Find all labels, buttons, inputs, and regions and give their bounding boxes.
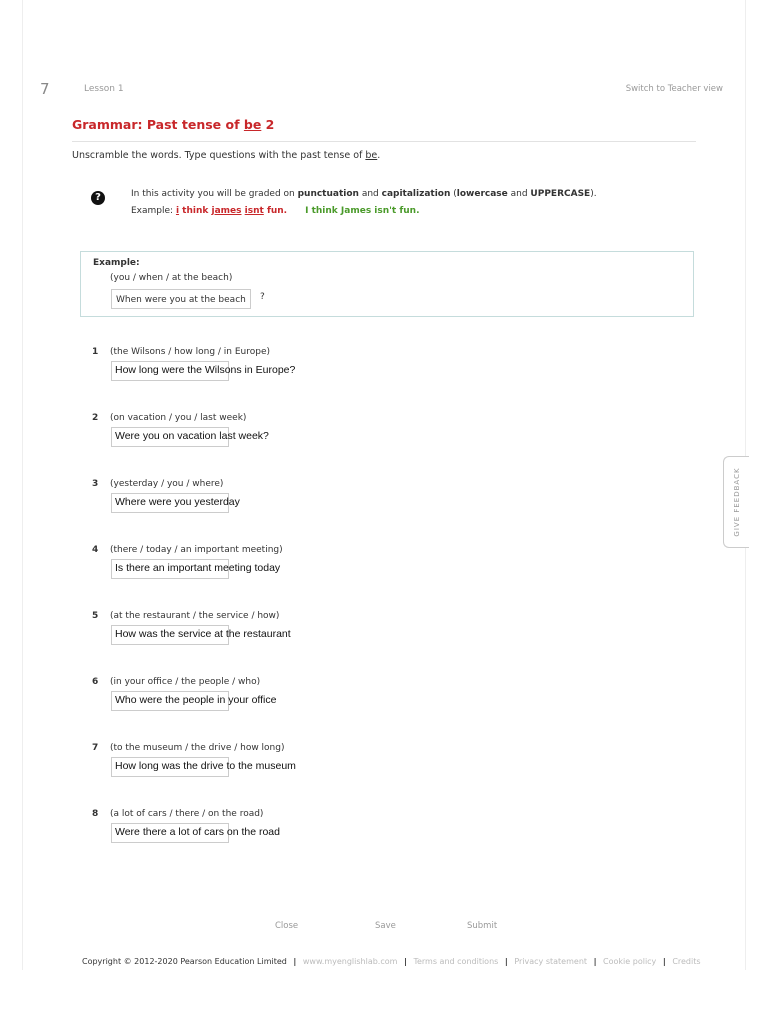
footer-separator: |: [293, 957, 297, 966]
lesson-label: Lesson 1: [84, 84, 124, 94]
question-prompt: (yesterday / you / where): [110, 479, 224, 489]
footer-separator: |: [593, 957, 597, 966]
incorrect-example: [176, 206, 287, 216]
question-prompt: (to the museum / the drive / how long): [110, 743, 285, 753]
question-number: 8: [92, 809, 99, 819]
close-button[interactable]: Close: [275, 921, 299, 931]
footer-link-privacy[interactable]: Privacy statement: [514, 957, 588, 966]
question-number: 7: [92, 743, 99, 753]
feedback-tab-label: GIVE FEEDBACK: [732, 467, 741, 537]
answer-text: How was the service at the restaurant: [115, 628, 291, 640]
bad-isnt: isnt: [244, 206, 264, 216]
question-number: 6: [92, 677, 99, 687]
question-number: 2: [92, 413, 99, 423]
copyright-text: Copyright © 2012-2020 Pearson Education Limited: [82, 957, 287, 966]
give-feedback-tab[interactable]: [723, 456, 749, 548]
bad-james: james: [211, 206, 242, 216]
question-prompt: (on vacation / you / last week): [110, 413, 247, 423]
question-item-6: [0, 677, 768, 727]
grading-note-line1: [131, 186, 597, 203]
switch-to-teacher-view-link[interactable]: Switch to Teacher view: [625, 84, 723, 94]
answer-text: How long were the Wilsons in Europe?: [115, 364, 296, 376]
instruction-prefix: Unscramble the words. Type questions with the past tense of: [72, 150, 366, 161]
question-number: 5: [92, 611, 99, 621]
note-uppercase: UPPERCASE: [530, 189, 591, 199]
footer-separator: |: [504, 957, 508, 966]
question-prompt: (at the restaurant / the service / how): [110, 611, 280, 621]
bad-think: think: [179, 206, 212, 216]
footer: [82, 957, 701, 966]
footer-separator: |: [403, 957, 407, 966]
example-answer: When were you at the beach: [111, 289, 251, 309]
example-box: [80, 251, 694, 317]
question-prompt: (a lot of cars / there / on the road): [110, 809, 264, 819]
note-lowercase: lowercase: [456, 189, 508, 199]
answer-text: Where were you yesterday: [115, 496, 240, 508]
question-number: 3: [92, 479, 99, 489]
note-paren-open: (: [450, 189, 457, 199]
footer-link-myenglishlab[interactable]: www.myenglishlab.com: [302, 957, 398, 966]
instruction-keyword: be: [365, 150, 378, 161]
question-prompt: (there / today / an important meeting): [110, 545, 283, 555]
answer-text: Were you on vacation last week?: [115, 430, 269, 442]
question-item-2: [0, 413, 768, 463]
question-item-5: [0, 611, 768, 661]
question-number: 1: [92, 347, 99, 357]
note-example-label: Example:: [131, 206, 176, 216]
title-divider: [72, 141, 696, 142]
question-item-4: [0, 545, 768, 595]
title-keyword: be: [243, 117, 262, 132]
question-item-8: [0, 809, 768, 859]
answer-text: How long was the drive to the museum: [115, 760, 296, 772]
question-prompt: (the Wilsons / how long / in Europe): [110, 347, 271, 357]
answer-text: Who were the people in your office: [115, 694, 277, 706]
footer-separator: |: [662, 957, 666, 966]
save-button[interactable]: Save: [375, 921, 396, 931]
note-punctuation: punctuation: [297, 189, 359, 199]
footer-link-credits[interactable]: Credits: [672, 957, 701, 966]
example-question-mark: ?: [260, 292, 265, 302]
question-item-3: [0, 479, 768, 529]
question-item-7: [0, 743, 768, 793]
bad-i: i: [175, 206, 180, 216]
page-number: 7: [40, 80, 50, 98]
grading-note-line2: [131, 203, 597, 220]
title-suffix: 2: [261, 117, 275, 132]
bad-fun: fun.: [263, 206, 288, 216]
note-capitalization: capitalization: [381, 189, 451, 199]
example-label: Example:: [93, 258, 140, 268]
example-prompt: (you / when / at the beach): [110, 273, 233, 283]
question-prompt: (in your office / the people / who): [110, 677, 261, 687]
instruction-suffix: .: [377, 150, 381, 161]
title-prefix: Grammar: Past tense of: [72, 117, 244, 132]
footer-link-cookie-policy[interactable]: Cookie policy: [603, 957, 657, 966]
submit-button[interactable]: Submit: [467, 921, 498, 931]
note-and: and: [507, 189, 531, 199]
answer-text: Were there a lot of cars on the road: [115, 826, 280, 838]
help-icon: ?: [91, 191, 105, 205]
note-text: In this activity you will be graded on: [131, 189, 298, 199]
instruction-text: [72, 150, 380, 161]
page-title: [72, 117, 274, 132]
question-item-1: [0, 347, 768, 397]
note-and: and: [358, 189, 382, 199]
question-number: 4: [92, 545, 99, 555]
footer-link-terms[interactable]: Terms and conditions: [413, 957, 499, 966]
correct-example: I think James isn't fun.: [305, 206, 420, 216]
grading-note: [131, 186, 597, 220]
answer-text: Is there an important meeting today: [115, 562, 281, 574]
note-paren-close: ).: [590, 189, 597, 199]
